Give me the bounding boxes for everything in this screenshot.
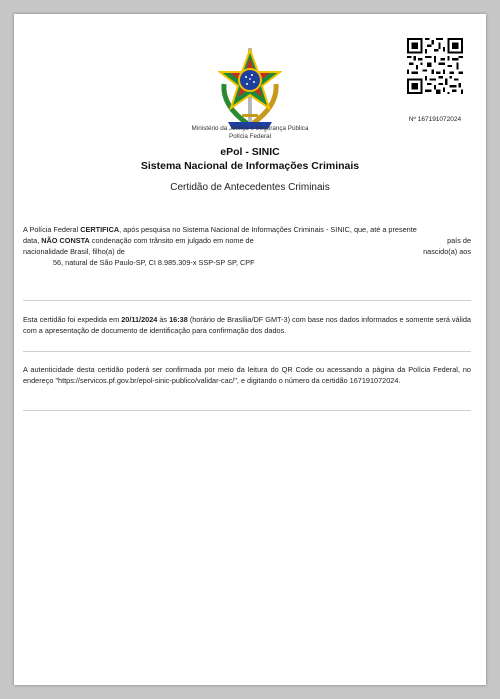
text-segment: data, <box>23 236 42 245</box>
nao-consta-bold: NÃO CONSTA <box>41 236 90 245</box>
certificate-page <box>14 14 486 685</box>
divider <box>23 351 471 352</box>
text-segment: às <box>157 315 170 324</box>
text-segment: , após pesquisa no Sistema Nacional de Informações Criminais - SINIC, que, até a presente <box>119 225 417 234</box>
text-segment: Esta certidão foi expedida em <box>23 315 122 324</box>
text-segment: A Polícia Federal <box>23 225 81 234</box>
divider <box>23 410 471 411</box>
issue-date: 20/11/2024 <box>121 315 158 324</box>
issue-time: 16:38 <box>169 315 188 324</box>
coat-of-arms-icon <box>218 44 282 134</box>
text-segment: condenação com trânsito em julgado em nome de <box>89 236 254 245</box>
certificate-number: Nº 167191072024 <box>408 116 462 123</box>
issuance-paragraph <box>23 314 471 336</box>
system-title: ePol - SINIC <box>220 146 280 158</box>
divider <box>23 300 471 301</box>
certifica-bold: CERTIFICA <box>80 225 120 234</box>
text-segment: 56, natural de São Paulo-SP, CI 8.985.309-x SSP-SP SP, CPF <box>53 258 255 267</box>
system-subtitle: Sistema Nacional de Informações Criminais <box>140 160 360 172</box>
ministry-heading <box>14 125 486 141</box>
ministry-name: Ministério da Justiça e Segurança Pública <box>191 125 309 132</box>
text-segment: nascido(a) aos <box>423 247 471 256</box>
document-title: Certidão de Antecedentes Criminais <box>170 182 330 193</box>
text-segment: (horário de Brasília/DF GMT-3) com base nos dados informados e somente será válida com a apresentação de documento de identificação para confirmação dos dados. <box>23 315 471 335</box>
certification-paragraph <box>23 224 471 268</box>
text-segment: país de <box>447 236 471 245</box>
text-segment: nacionalidade Brasil, filho(a) de <box>23 247 125 256</box>
agency-name: Polícia Federal <box>229 133 271 140</box>
qr-code-icon <box>407 38 463 94</box>
authenticity-paragraph: A autenticidade desta certidão poderá ser confirmada por meio da leitura do QR Code ou acessando a página da Polícia Federal, no endereço "https://servicos.pf.gov.br/epol-sinic-publico/validar-cac/", e digitando o número da certidão 167191072024. <box>23 365 471 385</box>
